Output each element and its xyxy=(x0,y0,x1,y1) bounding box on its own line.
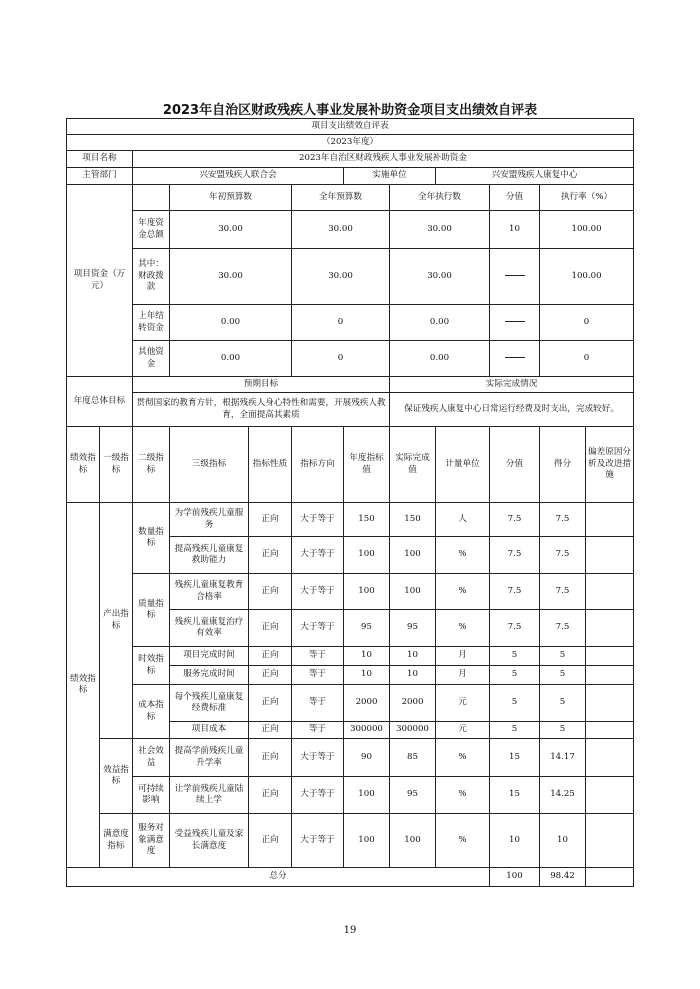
deviation xyxy=(586,685,634,722)
level2-quality: 质量指标 xyxy=(133,574,170,647)
funds-exec: 30.00 xyxy=(390,249,490,305)
funds-exec: 0.00 xyxy=(390,305,490,341)
perf-head: 指标方向 xyxy=(292,427,344,503)
level3-item: 受益残疾儿童及家长满意度 xyxy=(170,814,249,868)
score: 15 xyxy=(490,739,540,777)
perf-head: 得分 xyxy=(540,427,586,503)
level2-quantity: 数量指标 xyxy=(133,503,170,574)
table-title: 项目支出绩效自评表 xyxy=(67,119,634,135)
got: 7.5 xyxy=(540,610,586,647)
perf-head: 二级指标 xyxy=(133,427,170,503)
level2-cost: 成本指标 xyxy=(133,685,170,739)
direction: 等于 xyxy=(292,647,344,666)
got: 7.5 xyxy=(540,537,586,574)
unit: 人 xyxy=(436,503,490,537)
direction: 大于等于 xyxy=(292,574,344,610)
target: 100 xyxy=(344,574,390,610)
direction: 大于等于 xyxy=(292,777,344,814)
total-label: 总分 xyxy=(67,868,490,887)
actual: 95 xyxy=(390,777,436,814)
funds-full: 30.00 xyxy=(292,249,390,305)
score: 15 xyxy=(490,777,540,814)
funds-col-full: 全年预算数 xyxy=(292,185,390,211)
level3-item: 服务完成时间 xyxy=(170,666,249,685)
level3-item: 为学前残疾儿童服务 xyxy=(170,503,249,537)
document-title: 2023年自治区财政残疾人事业发展补助资金项目支出绩效自评表 xyxy=(162,103,538,118)
actual: 100 xyxy=(390,537,436,574)
unit: % xyxy=(436,814,490,868)
actual-result: 保证残疾人康复中心日常运行经费及时支出，完成较好。 xyxy=(390,393,634,427)
unit: 元 xyxy=(436,722,490,739)
deviation xyxy=(586,777,634,814)
funds-rate: 100.00 xyxy=(540,211,634,249)
got: 14.17 xyxy=(540,739,586,777)
unit: % xyxy=(436,537,490,574)
score: 10 xyxy=(490,814,540,868)
actual: 10 xyxy=(390,647,436,666)
level1-satisfaction: 满意度指标 xyxy=(100,814,133,868)
unit: 月 xyxy=(436,666,490,685)
nature: 正向 xyxy=(249,685,292,722)
deviation xyxy=(586,739,634,777)
funds-init: 30.00 xyxy=(170,249,292,305)
actual: 150 xyxy=(390,503,436,537)
unit: % xyxy=(436,610,490,647)
target: 10 xyxy=(344,666,390,685)
table-year: （2023年度） xyxy=(67,135,634,151)
deviation xyxy=(586,722,634,739)
got: 14.25 xyxy=(540,777,586,814)
perf-head: 绩效指标 xyxy=(67,427,100,503)
nature: 正向 xyxy=(249,814,292,868)
funds-score-dash xyxy=(490,305,540,341)
level3-item: 残疾儿童康复教育合格率 xyxy=(170,574,249,610)
target: 10 xyxy=(344,647,390,666)
nature: 正向 xyxy=(249,574,292,610)
nature: 正向 xyxy=(249,610,292,647)
score: 5 xyxy=(490,647,540,666)
nature: 正向 xyxy=(249,537,292,574)
level3-item: 提高残疾儿童康复救助能力 xyxy=(170,537,249,574)
unit: 元 xyxy=(436,685,490,722)
funds-row-name: 其他资金 xyxy=(133,341,170,377)
funds-score: 10 xyxy=(490,211,540,249)
level2-social: 社会效益 xyxy=(133,739,170,777)
got: 10 xyxy=(540,814,586,868)
actual: 100 xyxy=(390,814,436,868)
actual: 85 xyxy=(390,739,436,777)
level3-item: 项目完成时间 xyxy=(170,647,249,666)
funds-full: 0 xyxy=(292,341,390,377)
got: 7.5 xyxy=(540,574,586,610)
funds-col-init: 年初预算数 xyxy=(170,185,292,211)
total-deviation xyxy=(586,868,634,887)
funds-exec: 30.00 xyxy=(390,211,490,249)
score: 5 xyxy=(490,722,540,739)
target: 90 xyxy=(344,739,390,777)
got: 5 xyxy=(540,685,586,722)
actual-label: 实际完成情况 xyxy=(390,377,634,393)
funds-blank-head xyxy=(133,185,170,211)
direction: 等于 xyxy=(292,685,344,722)
deviation xyxy=(586,814,634,868)
nature: 正向 xyxy=(249,666,292,685)
deviation xyxy=(586,610,634,647)
perf-head: 一级指标 xyxy=(100,427,133,503)
level3-item: 让学前残疾儿童陆续上学 xyxy=(170,777,249,814)
funds-col-exec: 全年执行数 xyxy=(390,185,490,211)
perf-head: 指标性质 xyxy=(249,427,292,503)
goal-label: 年度总体目标 xyxy=(67,377,133,427)
actual: 2000 xyxy=(390,685,436,722)
got: 7.5 xyxy=(540,503,586,537)
perf-head: 年度指标值 xyxy=(344,427,390,503)
nature: 正向 xyxy=(249,503,292,537)
direction: 等于 xyxy=(292,722,344,739)
deviation xyxy=(586,574,634,610)
score: 5 xyxy=(490,666,540,685)
deviation xyxy=(586,537,634,574)
direction: 大于等于 xyxy=(292,739,344,777)
target: 100 xyxy=(344,537,390,574)
target: 150 xyxy=(344,503,390,537)
funds-rate: 0 xyxy=(540,305,634,341)
actual: 95 xyxy=(390,610,436,647)
funds-row-name: 其中：财政拨款 xyxy=(133,249,170,305)
project-name-label: 项目名称 xyxy=(67,151,133,168)
score: 7.5 xyxy=(490,574,540,610)
target: 95 xyxy=(344,610,390,647)
target: 300000 xyxy=(344,722,390,739)
funds-init: 0.00 xyxy=(170,341,292,377)
funds-row-name: 年度资金总额 xyxy=(133,211,170,249)
score: 7.5 xyxy=(490,503,540,537)
level2-client-satisfaction: 服务对象满意度 xyxy=(133,814,170,868)
expected-goal: 贯彻国家的教育方针，根据残疾人身心特性和需要，开展残疾人教育，全面提高其素质 xyxy=(133,393,390,427)
score: 7.5 xyxy=(490,610,540,647)
score: 5 xyxy=(490,685,540,722)
funds-init: 30.00 xyxy=(170,211,292,249)
level3-item: 残疾儿童康复治疗有效率 xyxy=(170,610,249,647)
funds-full: 0 xyxy=(292,305,390,341)
level3-item: 每个残疾儿童康复经费标准 xyxy=(170,685,249,722)
unit: % xyxy=(436,777,490,814)
funds-score-dash xyxy=(490,341,540,377)
target: 100 xyxy=(344,777,390,814)
funds-rate: 0 xyxy=(540,341,634,377)
funds-rate: 100.00 xyxy=(540,249,634,305)
funds-score-dash xyxy=(490,249,540,305)
funds-label: 项目资金（万元） xyxy=(67,185,133,377)
funds-row-name: 上年结转资金 xyxy=(133,305,170,341)
nature: 正向 xyxy=(249,647,292,666)
perf-head: 分值 xyxy=(490,427,540,503)
direction: 大于等于 xyxy=(292,537,344,574)
perf-head: 计量单位 xyxy=(436,427,490,503)
target: 100 xyxy=(344,814,390,868)
nature: 正向 xyxy=(249,777,292,814)
expected-label: 预期目标 xyxy=(133,377,390,393)
got: 5 xyxy=(540,722,586,739)
unit: 月 xyxy=(436,647,490,666)
dash-mark xyxy=(505,275,525,276)
dept-label: 主管部门 xyxy=(67,168,133,185)
impl-label: 实施单位 xyxy=(344,168,436,185)
direction: 大于等于 xyxy=(292,503,344,537)
total-got: 98.42 xyxy=(540,868,586,887)
perf-head: 三级指标 xyxy=(170,427,249,503)
actual: 100 xyxy=(390,574,436,610)
page-number: 19 xyxy=(343,925,357,936)
level3-item: 项目成本 xyxy=(170,722,249,739)
unit: % xyxy=(436,574,490,610)
direction: 大于等于 xyxy=(292,814,344,868)
nature: 正向 xyxy=(249,722,292,739)
level2-sustainable: 可持续影响 xyxy=(133,777,170,814)
funds-full: 30.00 xyxy=(292,211,390,249)
target: 2000 xyxy=(344,685,390,722)
deviation xyxy=(586,666,634,685)
funds-col-score: 分值 xyxy=(490,185,540,211)
direction: 等于 xyxy=(292,666,344,685)
total-score: 100 xyxy=(490,868,540,887)
dept-value: 兴安盟残疾人联合会 xyxy=(133,168,344,185)
level1-output: 产出指标 xyxy=(100,503,133,739)
self-evaluation-table xyxy=(66,118,634,887)
actual: 300000 xyxy=(390,722,436,739)
perf-head: 偏差原因分析及改进措施 xyxy=(586,427,634,503)
deviation xyxy=(586,647,634,666)
funds-exec: 0.00 xyxy=(390,341,490,377)
dash-mark xyxy=(505,357,525,358)
direction: 大于等于 xyxy=(292,610,344,647)
got: 5 xyxy=(540,647,586,666)
actual: 10 xyxy=(390,666,436,685)
nature: 正向 xyxy=(249,739,292,777)
got: 5 xyxy=(540,666,586,685)
deviation xyxy=(586,503,634,537)
level1-benefit: 效益指标 xyxy=(100,739,133,814)
unit: % xyxy=(436,739,490,777)
project-name: 2023年自治区财政残疾人事业发展补助资金 xyxy=(133,151,634,168)
level2-timeliness: 时效指标 xyxy=(133,647,170,685)
score: 7.5 xyxy=(490,537,540,574)
funds-init: 0.00 xyxy=(170,305,292,341)
dash-mark xyxy=(505,321,525,322)
level3-item: 提高学前残疾儿童升学率 xyxy=(170,739,249,777)
impl-value: 兴安盟残疾人康复中心 xyxy=(436,168,634,185)
funds-col-rate: 执行率（%） xyxy=(540,185,634,211)
perf-head: 实际完成值 xyxy=(390,427,436,503)
perf-label: 绩效指标 xyxy=(67,503,100,868)
